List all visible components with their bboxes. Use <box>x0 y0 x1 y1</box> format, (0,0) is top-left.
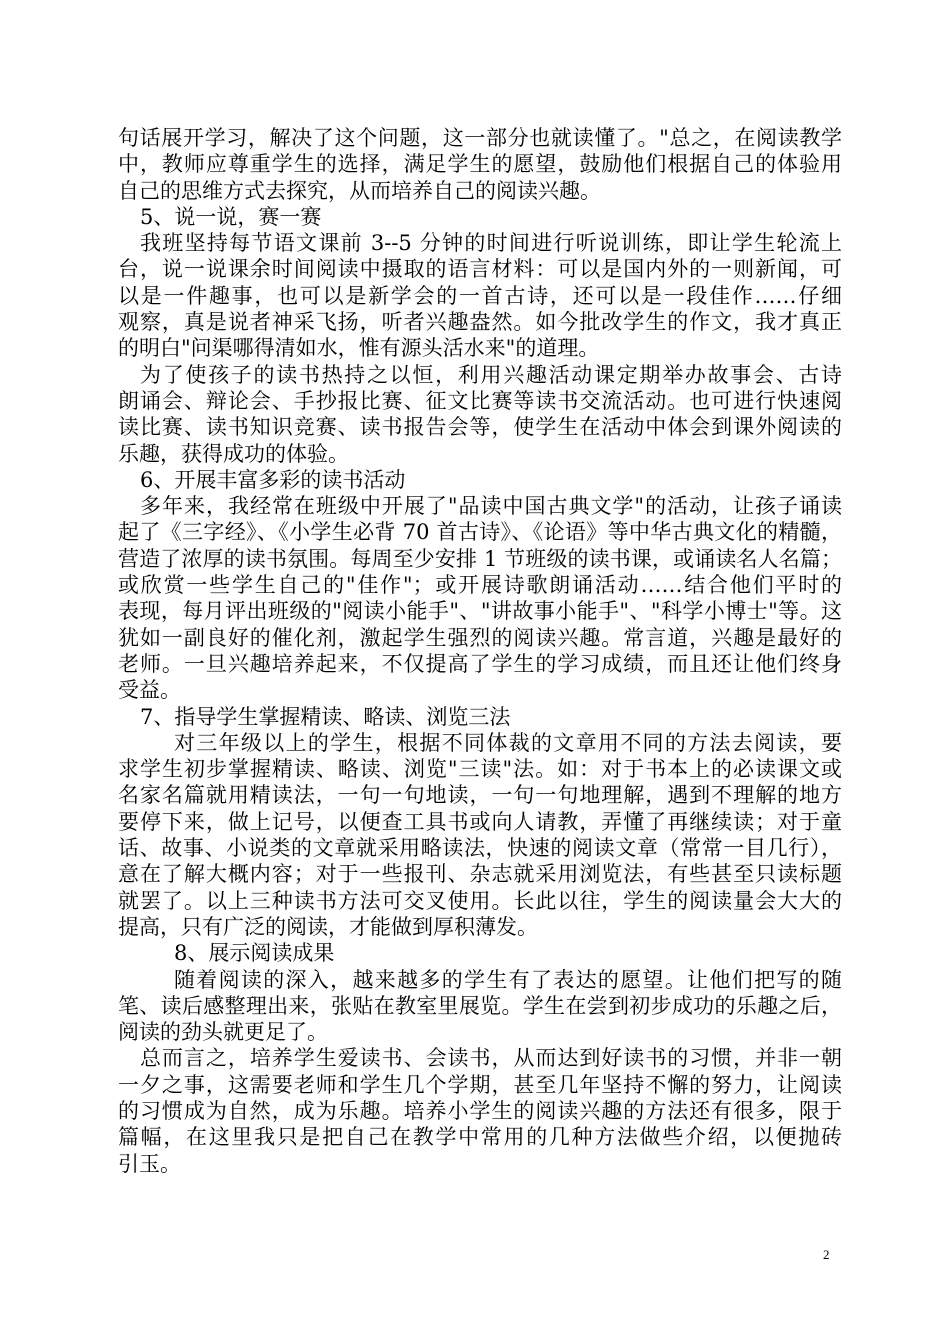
text-line: 话、故事、小说类的文章就采用略读法，快速的阅读文章（常常一目几行）， <box>118 836 842 861</box>
text-line: 营造了浓厚的读书氛围。每周至少安排 1 节班级的读书课，或诵读名人名篇； <box>118 546 842 571</box>
text-line: 读比赛、读书知识竞赛、读书报告会等，使学生在活动中体会到课外阅读的 <box>118 415 842 440</box>
text-line: 的明白"问渠哪得清如水，惟有源头活水来"的道理。 <box>118 336 600 361</box>
text-line: 表现，每月评出班级的"阅读小能手"、"讲故事小能手"、"科学小博士"等。这 <box>118 599 842 624</box>
text-line: 6、开展丰富多彩的读书活动 <box>140 467 406 492</box>
text-line: 台，说一说课余时间阅读中摄取的语言材料：可以是国内外的一则新闻，可 <box>118 257 842 282</box>
page-number: 2 <box>823 1247 830 1262</box>
text-line: 句话展开学习，解决了这个问题，这一部分也就读懂了。"总之，在阅读教学 <box>118 126 842 150</box>
text-line: 提高，只有广泛的阅读，才能做到厚积薄发。 <box>118 914 538 939</box>
text-line: 就罢了。以上三种读书方法可交叉使用。长此以往，学生的阅读量会大大的 <box>118 888 842 913</box>
text-line: 为了使孩子的读书热持之以恒，利用兴趣活动课定期举办故事会、古诗 <box>140 362 842 387</box>
text-line: 多年来，我经常在班级中开展了"品读中国古典文学"的活动，让孩子诵读 <box>140 494 842 519</box>
text-line: 8、展示阅读成果 <box>174 941 335 966</box>
text-line: 随着阅读的深入，越来越多的学生有了表达的愿望。让他们把写的随 <box>174 967 842 992</box>
text-line: 要停下来，做上记号，以便查工具书或向人请教，弄懂了再继续读；对于童 <box>118 809 842 834</box>
text-line: 受益。 <box>118 678 181 703</box>
document-body <box>118 125 842 1177</box>
text-line: 乐趣，获得成功的体验。 <box>118 441 349 466</box>
text-line: 5、说一说，赛一赛 <box>140 204 322 229</box>
text-line: 总而言之，培养学生爱读书、会读书，从而达到好读书的习惯，并非一朝 <box>140 1046 842 1071</box>
text-line: 阅读的劲头就更足了。 <box>118 1020 328 1045</box>
text-line: 的习惯成为自然，成为乐趣。培养小学生的阅读兴趣的方法还有很多，限于 <box>118 1098 842 1123</box>
text-line: 以是一件趣事，也可以是新学会的一首古诗，还可以是一段佳作……仔细 <box>118 283 842 308</box>
text-line: 或欣赏一些学生自己的"佳作"；或开展诗歌朗诵活动……结合他们平时的 <box>118 573 842 598</box>
text-line: 名家名篇就用精读法，一句一句地读，一句一句地理解，遇到不理解的地方 <box>118 783 842 808</box>
text-line: 自己的思维方式去探究，从而培养自己的阅读兴趣。 <box>118 178 601 203</box>
text-line: 对三年级以上的学生，根据不同体裁的文章用不同的方法去阅读，要 <box>174 730 842 755</box>
text-line: 起了《三字经》、《小学生必背 70 首古诗》、《论语》等中华古典文化的精髓， <box>118 520 842 545</box>
text-line: 引玉。 <box>118 1151 181 1176</box>
text-line: 我班坚持每节语文课前 3--5 分钟的时间进行听说训练，即让学生轮流上 <box>140 231 842 256</box>
text-line: 中，教师应尊重学生的选择，满足学生的愿望，鼓励他们根据自己的体验用 <box>118 152 842 177</box>
text-line: 朗诵会、辩论会、手抄报比赛、征文比赛等读书交流活动。也可进行快速阅 <box>118 388 842 413</box>
text-line: 一夕之事，这需要老师和学生几个学期，甚至几年坚持不懈的努力，让阅读 <box>118 1072 842 1097</box>
text-line: 老师。一旦兴趣培养起来，不仅提高了学生的学习成绩，而且还让他们终身 <box>118 651 842 676</box>
text-line: 犹如一副良好的催化剂，激起学生强烈的阅读兴趣。常言道，兴趣是最好的 <box>118 625 842 650</box>
text-line: 7、指导学生掌握精读、略读、浏览三法 <box>140 704 511 729</box>
text-line: 求学生初步掌握精读、略读、浏览"三读"法。如：对于书本上的必读课文或 <box>118 757 842 782</box>
text-line: 篇幅，在这里我只是把自己在教学中常用的几种方法做些介绍，以便抛砖 <box>118 1125 842 1150</box>
text-line: 观察，真是说者神采飞扬，听者兴趣盎然。如今批改学生的作文，我才真正 <box>118 310 842 335</box>
text-line: 笔、读后感整理出来，张贴在教室里展览。学生在尝到初步成功的乐趣之后， <box>118 993 842 1018</box>
text-line: 意在了解大概内容；对于一些报刊、杂志就采用浏览法，有些甚至只读标题 <box>118 862 842 887</box>
